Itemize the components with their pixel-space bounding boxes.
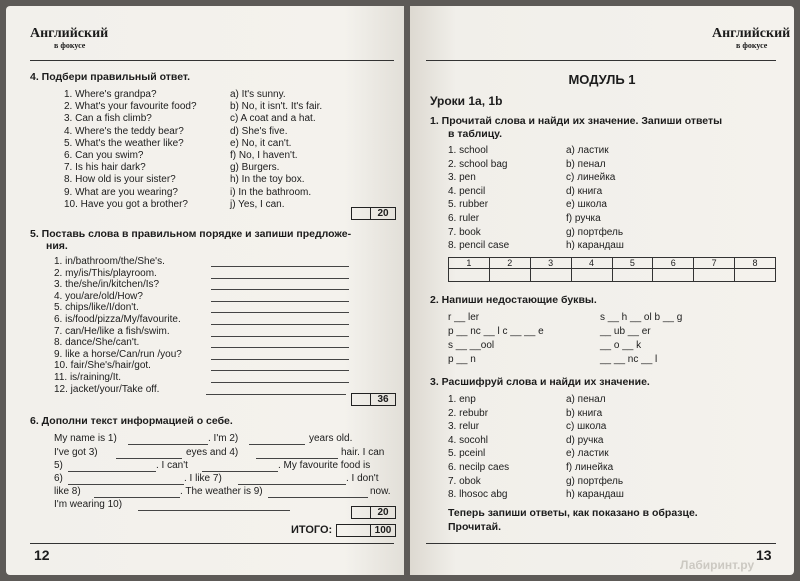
ex5-answer-line[interactable] xyxy=(211,359,349,360)
table-answer-cell[interactable] xyxy=(530,269,571,282)
r-ex3-word: 8. lhosoc abg xyxy=(448,489,508,501)
ex4-answer: j) Yes, I can. xyxy=(230,198,285,210)
ex5-answer-line[interactable] xyxy=(206,394,346,395)
table-answer-cell[interactable] xyxy=(571,269,612,282)
ex4-question: 7. Is his hair dark? xyxy=(64,162,146,174)
table-header-cell: 7 xyxy=(694,258,735,269)
r-ex3-footer-line2: Прочитай. xyxy=(448,521,502,533)
ex6-blank-2[interactable] xyxy=(249,444,305,445)
r-ex2-left-item: s __ __ool xyxy=(448,340,495,351)
logo-right xyxy=(712,28,790,52)
ex6-text-6a: I'm wearing 10) xyxy=(54,499,123,510)
r-ex1-word: 7. book xyxy=(448,226,481,238)
ex6-text-3a: 5) xyxy=(54,460,63,471)
ex4-answer: b) No, it isn't. It's fair. xyxy=(230,101,323,113)
ex5-score: 36 xyxy=(370,394,395,405)
r-ex3-meaning: d) ручка xyxy=(566,434,604,446)
table-header-cell: 6 xyxy=(653,258,694,269)
ex6-blank-4[interactable] xyxy=(256,458,338,459)
ex6-blank-3[interactable] xyxy=(116,458,182,459)
ex4-question: 4. Where's the teddy bear? xyxy=(64,125,184,137)
r-ex1-meaning: h) карандаш xyxy=(566,240,624,252)
ex6-blank-5[interactable] xyxy=(68,471,156,472)
table-header-cell: 8 xyxy=(735,258,776,269)
r-ex3-word: 1. enp xyxy=(448,394,476,405)
ex4-question: 6. Can you swim? xyxy=(64,150,144,161)
ex6-text-3b: . I can't xyxy=(156,460,188,471)
ex4-answer: h) In the toy box. xyxy=(230,174,305,186)
ex4-answer: e) No, it can't. xyxy=(230,137,292,149)
ex6-text-5a: like 8) xyxy=(54,486,81,497)
r-ex1-word: 8. pencil case xyxy=(448,240,510,252)
ex5-score-box xyxy=(351,393,396,406)
watermark: Лабиринт.ру xyxy=(680,558,755,572)
r-ex2-left-item: p __ nc __ l c __ __ e xyxy=(448,326,544,337)
ex5-item: 5. chips/like/I/don't. xyxy=(54,302,139,314)
ex6-text-2c: hair. I can xyxy=(341,447,385,458)
ex5-item: 9. like a horse/Can/run /you? xyxy=(54,348,182,360)
r-ex2-right-item: __ ub __ er xyxy=(600,326,651,337)
logo-subtitle: в фокусе xyxy=(54,41,86,50)
r-ex1-word: 5. rubber xyxy=(448,199,489,211)
ex6-text-4b: . I like 7) xyxy=(184,473,222,484)
total-label: ИТОГО: xyxy=(291,524,333,536)
ex6-score: 20 xyxy=(370,507,395,518)
ex4-question: 10. Have you got a brother? xyxy=(64,198,188,210)
total-score-box xyxy=(336,524,396,537)
r-ex1-meaning: f) ручка xyxy=(566,213,601,224)
r-ex3-word: 4. socohl xyxy=(448,434,489,446)
r-ex3-title: 3. Расшифруй слова и найди их значение. xyxy=(430,376,650,388)
ex4-question: 2. What's your favourite food? xyxy=(64,101,197,113)
ex6-text-1a: My name is 1) xyxy=(54,433,117,444)
ex6-score-box xyxy=(351,506,396,519)
ex5-item: 6. is/food/pizza/My/favourite. xyxy=(54,314,181,325)
r-ex3-meaning: c) школа xyxy=(566,421,607,433)
r-ex3-word: 3. relur xyxy=(448,421,480,433)
ex4-answer: g) Burgers. xyxy=(230,162,280,174)
ex6-text-2a: I've got 3) xyxy=(54,447,98,458)
ex5-answer-line[interactable] xyxy=(211,382,349,383)
table-answer-cell[interactable] xyxy=(735,269,776,282)
r-ex1-title-line1: 1. Прочитай слова и найди их значение. Запиши ответы xyxy=(430,115,723,127)
ex4-answer: f) No, I haven't. xyxy=(230,150,298,161)
footer-rule xyxy=(30,543,394,544)
ex4-question: 5. What's the weather like? xyxy=(64,137,184,149)
r-ex1-meaning: b) пенал xyxy=(566,158,606,170)
ex5-item: 12. jacket/your/Take off. xyxy=(54,383,160,395)
ex5-answer-line[interactable] xyxy=(211,301,349,302)
ex4-question: 8. How old is your sister? xyxy=(64,174,176,186)
ex5-title-line2: ния. xyxy=(46,240,68,252)
ex6-text-5c: now. xyxy=(370,486,391,497)
ex4-score-box xyxy=(351,207,396,220)
r-ex3-word: 5. pceinl xyxy=(448,448,486,460)
ex6-text-3c: . My favourite food is xyxy=(278,460,371,471)
table-header-cell: 4 xyxy=(571,258,612,269)
header-rule-right xyxy=(426,60,776,61)
r-ex3-meaning: f) линейка xyxy=(566,462,614,473)
r-ex1-meaning: a) ластик xyxy=(566,145,609,156)
r-ex2-left-item: r __ ler xyxy=(448,312,480,323)
r-ex2-right-item: __ __ nc __ l xyxy=(600,354,658,365)
r-ex3-meaning: a) пенал xyxy=(566,394,606,405)
header-rule xyxy=(30,60,394,61)
ex4-question: 1. Where's grandpa? xyxy=(64,89,157,100)
ex5-item: 8. dance/She/can't. xyxy=(54,337,140,349)
ex6-text-1b: . I'm 2) xyxy=(208,433,239,444)
r-ex3-word: 6. necilp caes xyxy=(448,462,510,473)
ex6-blank-6[interactable] xyxy=(202,471,278,472)
ex5-item: 11. is/raining/It. xyxy=(54,372,122,383)
ex6-text-4a: 6) xyxy=(54,473,63,484)
table-header-cell: 2 xyxy=(489,258,530,269)
ex5-item: 7. can/He/like a fish/swim. xyxy=(54,325,170,337)
ex5-item: 10. fair/She's/hair/got. xyxy=(54,360,151,372)
page-number-right: 13 xyxy=(756,547,772,563)
r-ex3-meaning: e) ластик xyxy=(566,448,609,460)
ex6-blank-11[interactable] xyxy=(138,510,290,511)
table-header-cell: 3 xyxy=(530,258,571,269)
ex6-blank-1[interactable] xyxy=(128,444,208,445)
r-ex1-answer-table xyxy=(448,257,776,282)
table-answer-cell[interactable] xyxy=(612,269,653,282)
ex5-answer-line[interactable] xyxy=(211,370,349,371)
ex4-answer: i) In the bathroom. xyxy=(230,186,312,198)
r-ex1-word: 4. pencil xyxy=(448,185,486,197)
ex6-blank-9[interactable] xyxy=(94,497,180,498)
logo-subtitle-right: в фокусе xyxy=(736,41,768,50)
module-title: МОДУЛЬ 1 xyxy=(568,72,636,87)
ex5-item: 4. you/are/old/How? xyxy=(54,290,143,302)
table-answer-cell[interactable] xyxy=(694,269,735,282)
r-ex1-meaning: c) линейка xyxy=(566,172,616,184)
logo-text: Английский xyxy=(30,26,109,41)
ex4-answer: d) She's five. xyxy=(230,125,288,137)
ex4-title: 4. Подбери правильный ответ. xyxy=(30,71,191,83)
ex6-text-5b: . The weather is 9) xyxy=(180,486,263,497)
ex5-item: 2. my/is/This/playroom. xyxy=(54,267,157,279)
ex5-answer-line[interactable] xyxy=(211,278,349,279)
table-header-cell: 5 xyxy=(612,258,653,269)
r-ex1-meaning: e) школа xyxy=(566,199,607,211)
ex5-answer-line[interactable] xyxy=(211,336,349,337)
total-score: 100 xyxy=(370,525,395,536)
logo-text-right: Английский xyxy=(712,26,791,41)
ex5-item: 1. in/bathroom/the/She's. xyxy=(54,256,165,267)
r-ex2-right-item: s __ h __ ol b __ g xyxy=(600,312,683,323)
ex4-answer: c) A coat and a hat. xyxy=(230,113,316,125)
r-ex1-word: 6. ruler xyxy=(448,213,480,224)
footer-rule-right xyxy=(426,543,776,544)
r-ex1-word: 1. school xyxy=(448,145,489,156)
r-ex3-footer-line1: Теперь запиши ответы, как показано в образце. xyxy=(448,507,698,519)
table-answer-cell[interactable] xyxy=(653,269,694,282)
ex4-score: 20 xyxy=(370,208,395,219)
table-header-cell: 1 xyxy=(449,258,490,269)
ex5-answer-line[interactable] xyxy=(211,312,349,313)
ex5-answer-line[interactable] xyxy=(211,289,349,290)
ex5-item: 3. the/she/in/kitchen/Is? xyxy=(54,279,160,291)
table-answer-cell[interactable] xyxy=(489,269,530,282)
r-ex1-word: 2. school bag xyxy=(448,158,508,170)
r-ex3-word: 7. obok xyxy=(448,475,481,487)
lessons-title: Уроки 1а, 1b xyxy=(430,94,503,108)
answer-table-header-row xyxy=(449,258,776,269)
r-ex3-meaning: b) книга xyxy=(566,407,603,419)
ex6-blank-8[interactable] xyxy=(238,484,346,485)
ex6-text-1c: years old. xyxy=(309,433,353,444)
ex6-blank-7[interactable] xyxy=(68,484,184,485)
ex6-text-4c: . I don't xyxy=(346,473,379,484)
r-ex1-title-line2: в таблицу. xyxy=(448,128,502,140)
answer-table-answer-row xyxy=(449,269,776,282)
ex4-question: 9. What are you wearing? xyxy=(64,186,178,198)
r-ex1-word: 3. pen xyxy=(448,172,476,184)
ex4-answer: a) It's sunny. xyxy=(230,89,286,100)
ex5-title-line1: 5. Поставь слова в правильном порядке и запиши предложе- xyxy=(30,228,352,240)
ex6-text-2b: eyes and 4) xyxy=(186,447,239,458)
logo xyxy=(30,28,108,52)
r-ex1-meaning: g) портфель xyxy=(566,226,624,238)
r-ex3-meaning: h) карандаш xyxy=(566,489,624,501)
r-ex3-meaning: g) портфель xyxy=(566,475,624,487)
ex4-question: 3. Can a fish climb? xyxy=(64,113,152,125)
r-ex2-left-item: p __ n xyxy=(448,354,476,365)
page-number-left: 12 xyxy=(34,547,50,563)
r-ex2-right-item: __ o __ k xyxy=(600,340,642,351)
r-ex1-meaning: d) книга xyxy=(566,185,603,197)
ex5-answer-line[interactable] xyxy=(211,266,349,267)
ex5-answer-line[interactable] xyxy=(211,347,349,348)
right-page xyxy=(410,6,794,575)
ex6-blank-10[interactable] xyxy=(268,497,368,498)
ex6-title: 6. Дополни текст информацией о себе. xyxy=(30,415,233,427)
r-ex2-title: 2. Напиши недостающие буквы. xyxy=(430,294,597,306)
left-page xyxy=(6,6,404,575)
ex5-answer-line[interactable] xyxy=(211,324,349,325)
r-ex3-word: 2. rebubr xyxy=(448,407,489,419)
table-answer-cell[interactable] xyxy=(449,269,490,282)
